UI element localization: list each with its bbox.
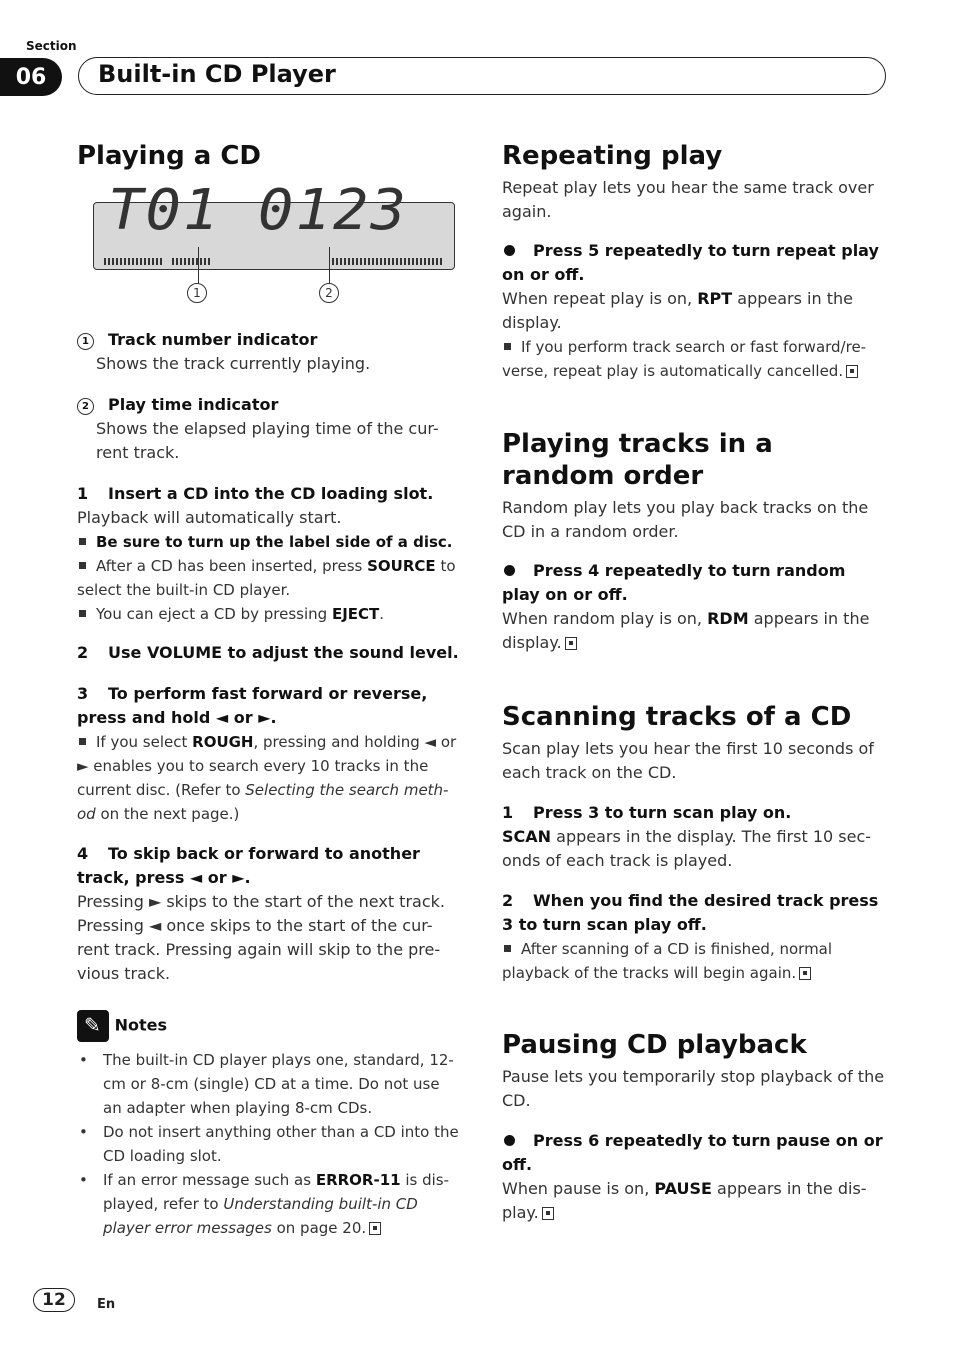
chapter-title: Built-in CD Player <box>98 60 336 88</box>
step-1 <box>77 482 461 626</box>
level-bars-mid <box>172 258 212 265</box>
repeat-note: If you perform track search or fast forward/re-verse, repeat play is automatically cancelled. <box>502 338 867 380</box>
step-1-number: 1 <box>77 484 89 503</box>
pause-intro: Pause lets you temporarily stop playback of the CD. <box>502 1067 885 1110</box>
indicator-2-desc: Shows the elapsed playing time of the cur-rent track. <box>96 419 439 462</box>
indicator-1 <box>77 328 461 376</box>
indicator-2-title: Play time indicator <box>108 395 279 414</box>
note-1: • The built-in CD player plays one, standard, 12-cm or 8-cm (single) CD at a time. Do not use an adapter when playing 8-cm CDs. <box>77 1048 461 1120</box>
scan-note: After scanning of a CD is finished, normal playback of the tracks will begin again. <box>502 940 833 982</box>
bullet-square-icon <box>504 343 511 350</box>
pause-text: When pause is on, PAUSE appears in the dis-play. <box>502 1179 867 1222</box>
step-1-bullet-3: You can eject a CD by pressing EJECT. <box>77 602 461 626</box>
step-4-number: 4 <box>77 844 89 863</box>
heading-playing-a-cd: Playing a CD <box>77 141 262 171</box>
step-3-bullet: If you select ROUGH, pressing and holding ◄ or ► enables you to search every 10 tracks in the current disc. (Refer to Selecting the search meth-od on the next page.) <box>77 733 457 823</box>
bullet-square-icon <box>79 538 86 545</box>
step-1-bullet-1: Be sure to turn up the label side of a disc. <box>77 530 461 554</box>
scan-step-2-number: 2 <box>502 891 514 910</box>
end-mark-icon <box>799 967 811 980</box>
bullet-square-icon <box>79 738 86 745</box>
bullet-dot-icon <box>504 1135 515 1146</box>
end-mark-icon <box>846 365 858 378</box>
repeat-intro: Repeat play lets you hear the same track over again. <box>502 178 874 221</box>
end-mark-icon <box>565 637 577 650</box>
cd-display-illustration <box>93 178 455 270</box>
step-3 <box>77 682 461 826</box>
right-column <box>502 140 886 1225</box>
step-1-title: Insert a CD into the CD loading slot. <box>108 484 434 503</box>
end-mark-icon <box>542 1207 554 1220</box>
step-3-title: To perform fast forward or reverse, press and hold ◄ or ►. <box>77 684 428 727</box>
section-label: Section <box>26 39 77 53</box>
callout-row <box>77 270 461 308</box>
notes-block <box>77 1010 461 1240</box>
scan-step-1: Press 3 to turn scan play on. <box>533 803 792 822</box>
notes-pencil-icon <box>77 1010 109 1042</box>
language-label: En <box>97 1297 116 1312</box>
bullet-dot-icon <box>504 565 515 576</box>
end-mark-icon <box>369 1222 381 1235</box>
bullet-square-icon <box>79 610 86 617</box>
page-number: 12 <box>33 1288 75 1312</box>
step-1-bullet-2: After a CD has been inserted, press SOURCE to select the built-in CD player. <box>77 557 456 599</box>
step-2-title: Use VOLUME to adjust the sound level. <box>108 643 459 662</box>
indicator-2 <box>77 393 461 465</box>
scan-intro: Scan play lets you hear the first 10 seconds of each track on the CD. <box>502 739 874 782</box>
step-4-title: To skip back or forward to another track, press ◄ or ►. <box>77 844 420 887</box>
step-1-text: Playback will automatically start. <box>77 508 342 527</box>
heading-random-order: Playing tracks in a random order <box>502 429 773 491</box>
display-readout: T01 0123 <box>108 178 409 243</box>
section-number-badge: 06 <box>0 58 62 96</box>
heading-repeating-play: Repeating play <box>502 141 723 171</box>
random-intro: Random play lets you play back tracks on the CD in a random order. <box>502 498 869 541</box>
scan-step-1-number: 1 <box>502 803 514 822</box>
scan-step-2: When you find the desired track press 3 to turn scan play off. <box>502 891 879 934</box>
step-2-number: 2 <box>77 643 89 662</box>
step-3-number: 3 <box>77 684 89 703</box>
callout-1: 1 <box>187 283 207 303</box>
heading-pausing-playback: Pausing CD playback <box>502 1030 807 1060</box>
note-2: • Do not insert anything other than a CD into the CD loading slot. <box>77 1120 461 1168</box>
level-bars-left <box>104 258 164 265</box>
note-3: • If an error message such as ERROR-11 is dis-played, refer to Understanding built-in CD player error messages on page 20. <box>77 1168 461 1240</box>
scan-text: SCAN appears in the display. The first 10 sec-onds of each track is played. <box>502 827 872 870</box>
indicator-1-desc: Shows the track currently playing. <box>96 354 371 373</box>
repeat-step: Press 5 repeatedly to turn repeat play on or off. <box>502 241 879 284</box>
pause-step: Press 6 repeatedly to turn pause on or off. <box>502 1131 883 1174</box>
callout-2: 2 <box>319 283 339 303</box>
notes-label: Notes <box>114 1015 167 1035</box>
step-4-text: Pressing ► skips to the start of the next track. Pressing ◄ once skips to the start of the cur-rent track. Pressing again will skip to the pre-vious track. <box>77 892 445 983</box>
repeat-text: When repeat play is on, RPT appears in the display. <box>502 289 853 332</box>
bullet-square-icon <box>504 945 511 952</box>
indicator-1-title: Track number indicator <box>108 330 318 349</box>
indicator-2-number: 2 <box>77 398 94 415</box>
bullet-square-icon <box>79 562 86 569</box>
heading-scanning-tracks: Scanning tracks of a CD <box>502 702 852 732</box>
indicator-1-number: 1 <box>77 333 94 350</box>
left-column <box>77 140 461 1240</box>
bullet-dot-icon <box>504 245 515 256</box>
random-text: When random play is on, RDM appears in the display. <box>502 609 870 652</box>
step-2 <box>77 641 461 665</box>
level-bars-right <box>332 258 442 265</box>
step-4 <box>77 842 461 986</box>
random-step: Press 4 repeatedly to turn random play on or off. <box>502 561 846 604</box>
